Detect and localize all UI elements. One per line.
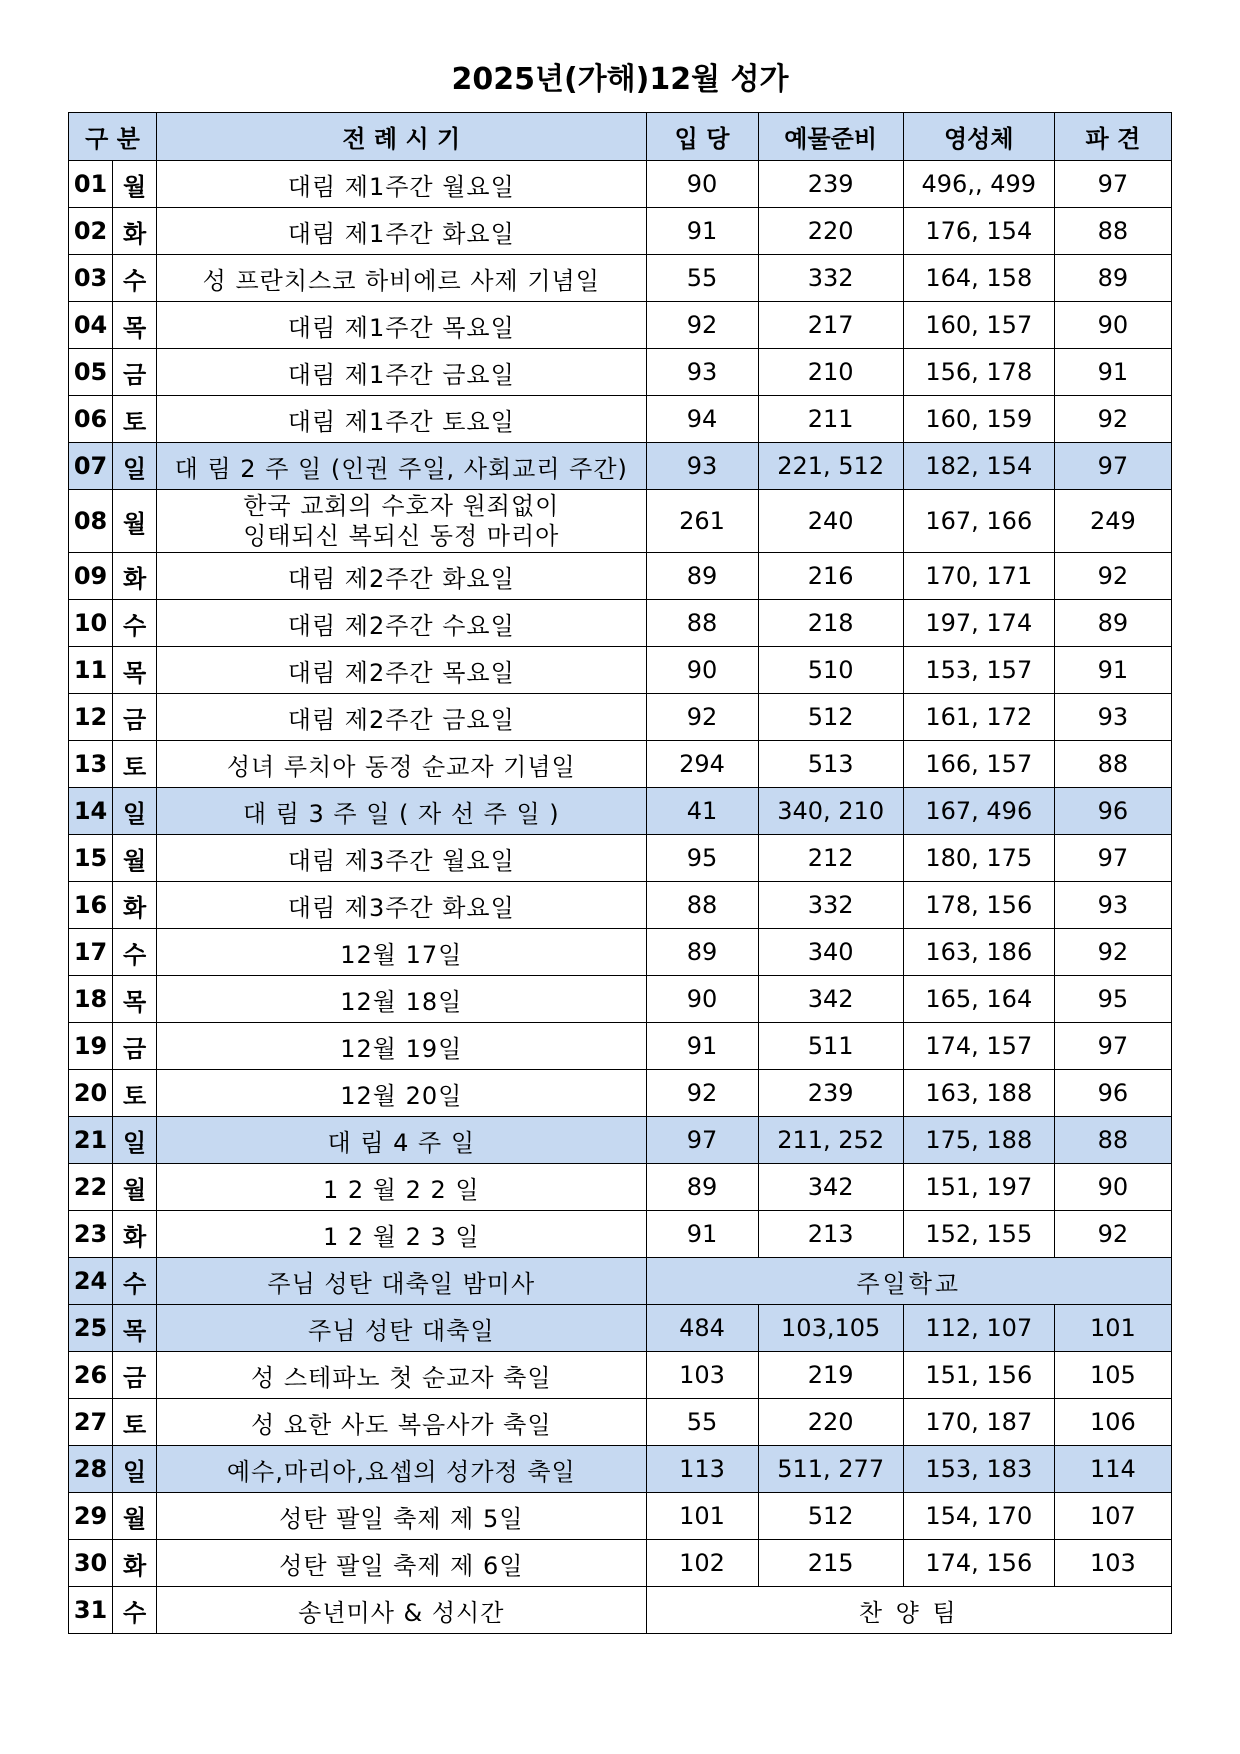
table-row [69,349,1172,396]
table-row [69,647,1172,694]
table-row [69,600,1172,647]
entrance-hymn-cell: 93 [646,349,758,396]
weekday-cell: 수 [113,929,157,976]
table-row [69,976,1172,1023]
weekday-cell: 수 [113,1587,157,1634]
dismissal-hymn-cell: 88 [1054,741,1171,788]
day-cell: 29 [69,1493,113,1540]
table-row [69,1399,1172,1446]
communion-hymn-cell: 174, 156 [903,1540,1054,1587]
dismissal-hymn-cell: 97 [1054,835,1171,882]
liturgical-season-text: 송년미사 & 성시간 [298,1598,505,1627]
dismissal-hymn-cell: 106 [1054,1399,1171,1446]
table-row [69,1070,1172,1117]
offertory-hymn-cell: 512 [758,694,903,741]
day-cell: 16 [69,882,113,929]
entrance-hymn-cell: 92 [646,694,758,741]
liturgical-season-cell [157,1587,646,1634]
day-cell: 07 [69,443,113,490]
offertory-hymn-cell: 213 [758,1211,903,1258]
weekday-cell: 금 [113,349,157,396]
communion-hymn-cell: 163, 186 [903,929,1054,976]
communion-hymn-cell: 167, 166 [903,490,1054,553]
liturgical-season-text: 예수,마리아,요셉의 성가정 축일 [226,1457,576,1486]
liturgical-season-cell [157,694,646,741]
liturgical-season-cell [157,553,646,600]
table-row [69,788,1172,835]
weekday-cell: 월 [113,835,157,882]
offertory-hymn-cell: 513 [758,741,903,788]
liturgical-season-text: 대림 제3주간 월요일 [287,846,515,875]
communion-hymn-cell: 175, 188 [903,1117,1054,1164]
liturgical-season-text: 성탄 팔일 축제 제 6일 [279,1551,524,1580]
liturgical-season-text: 주님 성탄 대축일 [308,1316,495,1345]
liturgical-season-cell [157,161,646,208]
communion-hymn-cell: 152, 155 [903,1211,1054,1258]
day-cell: 15 [69,835,113,882]
liturgical-season-cell [157,1305,646,1352]
table-row [69,1446,1172,1493]
communion-hymn-cell: 165, 164 [903,976,1054,1023]
header-dismissal: 파 견 [1054,113,1171,161]
day-cell: 12 [69,694,113,741]
liturgical-season-cell [157,443,646,490]
offertory-hymn-cell: 332 [758,255,903,302]
dismissal-hymn-cell: 92 [1054,929,1171,976]
day-cell: 01 [69,161,113,208]
day-cell: 05 [69,349,113,396]
table-row [69,302,1172,349]
liturgical-season-text: 주님 성탄 대축일 밤미사 [267,1269,536,1298]
liturgical-season-cell [157,1399,646,1446]
liturgical-season-text: 대림 제2주간 목요일 [287,658,515,687]
entrance-hymn-cell: 103 [646,1352,758,1399]
day-cell: 22 [69,1164,113,1211]
table-row [69,929,1172,976]
dismissal-hymn-cell: 96 [1054,788,1171,835]
offertory-hymn-cell: 512 [758,1493,903,1540]
liturgical-season-cell [157,1164,646,1211]
communion-hymn-cell: 154, 170 [903,1493,1054,1540]
liturgical-season-text: 12월 17일 [340,940,463,969]
liturgical-season-cell [157,1493,646,1540]
table-row [69,1023,1172,1070]
table-row [69,490,1172,553]
entrance-hymn-cell: 261 [646,490,758,553]
header-division: 구 분 [69,113,157,161]
communion-hymn-cell: 197, 174 [903,600,1054,647]
entrance-hymn-cell: 94 [646,396,758,443]
table-row [69,1352,1172,1399]
table-row [69,255,1172,302]
liturgical-season-text: 성탄 팔일 축제 제 5일 [279,1504,524,1533]
communion-hymn-cell: 178, 156 [903,882,1054,929]
offertory-hymn-cell: 342 [758,976,903,1023]
header-liturgical-season: 전 례 시 기 [157,113,646,161]
weekday-cell: 일 [113,788,157,835]
entrance-hymn-cell: 113 [646,1446,758,1493]
offertory-hymn-cell: 240 [758,490,903,553]
communion-hymn-cell: 112, 107 [903,1305,1054,1352]
offertory-hymn-cell: 211, 252 [758,1117,903,1164]
liturgical-season-cell [157,255,646,302]
offertory-hymn-cell: 220 [758,208,903,255]
liturgical-season-cell [157,1211,646,1258]
communion-hymn-cell: 170, 171 [903,553,1054,600]
offertory-hymn-cell: 342 [758,1164,903,1211]
day-cell: 06 [69,396,113,443]
weekday-cell: 일 [113,443,157,490]
entrance-hymn-cell: 92 [646,1070,758,1117]
liturgical-season-text: 대 림 4 주 일 [327,1128,476,1157]
entrance-hymn-cell: 101 [646,1493,758,1540]
communion-hymn-cell: 151, 197 [903,1164,1054,1211]
communion-hymn-cell: 182, 154 [903,443,1054,490]
liturgical-season-cell [157,647,646,694]
dismissal-hymn-cell: 114 [1054,1446,1171,1493]
liturgical-season-text: 대림 제1주간 금요일 [287,360,515,389]
dismissal-hymn-cell: 97 [1054,1023,1171,1070]
communion-hymn-cell: 167, 496 [903,788,1054,835]
offertory-hymn-cell: 239 [758,161,903,208]
entrance-hymn-cell: 95 [646,835,758,882]
offertory-hymn-cell: 340, 210 [758,788,903,835]
communion-hymn-cell: 151, 156 [903,1352,1054,1399]
header-entrance: 입 당 [646,113,758,161]
header-offertory: 예물준비 [758,113,903,161]
table-row [69,1305,1172,1352]
table-row [69,1211,1172,1258]
table-row [69,208,1172,255]
weekday-cell: 화 [113,1540,157,1587]
table-row [69,1493,1172,1540]
table-row [69,553,1172,600]
liturgical-season-cell [157,1352,646,1399]
day-cell: 25 [69,1305,113,1352]
weekday-cell: 목 [113,302,157,349]
weekday-cell: 일 [113,1117,157,1164]
communion-hymn-cell: 153, 183 [903,1446,1054,1493]
liturgical-season-text: 대림 제1주간 토요일 [287,407,515,436]
communion-hymn-cell: 161, 172 [903,694,1054,741]
liturgical-season-text: 잉태되신 복되신 동정 마리아 [243,522,560,550]
liturgical-season-cell [157,835,646,882]
liturgical-season-cell [157,976,646,1023]
table-row [69,882,1172,929]
dismissal-hymn-cell: 105 [1054,1352,1171,1399]
liturgical-season-cell [157,396,646,443]
entrance-hymn-cell: 91 [646,208,758,255]
entrance-hymn-cell: 90 [646,976,758,1023]
liturgical-season-text: 대림 제1주간 목요일 [287,313,515,342]
liturgical-season-text: 대림 제2주간 금요일 [287,705,515,734]
day-cell: 17 [69,929,113,976]
weekday-cell: 화 [113,208,157,255]
liturgical-season-cell [157,208,646,255]
table-row [69,443,1172,490]
weekday-cell: 금 [113,694,157,741]
entrance-hymn-cell: 484 [646,1305,758,1352]
table-row [69,1258,1172,1305]
offertory-hymn-cell: 216 [758,553,903,600]
dismissal-hymn-cell: 96 [1054,1070,1171,1117]
table-row [69,1117,1172,1164]
liturgical-season-cell [157,1446,646,1493]
table-row [69,161,1172,208]
liturgical-season-text: 성 요한 사도 복음사가 축일 [251,1410,552,1439]
day-cell: 09 [69,553,113,600]
offertory-hymn-cell: 210 [758,349,903,396]
liturgical-season-text: 한국 교회의 수호자 원죄없이 [243,492,560,520]
communion-hymn-cell: 180, 175 [903,835,1054,882]
liturgical-season-text: 성 스테파노 첫 순교자 축일 [251,1363,552,1392]
table-row [69,741,1172,788]
liturgical-season-text: 1 2 월 2 2 일 [322,1175,480,1204]
header-row [69,113,1172,161]
liturgical-season-text: 대 림 3 주 일 ( 자 선 주 일 ) [242,799,560,828]
dismissal-hymn-cell: 89 [1054,255,1171,302]
offertory-hymn-cell: 220 [758,1399,903,1446]
dismissal-hymn-cell: 101 [1054,1305,1171,1352]
liturgical-season-cell [157,302,646,349]
offertory-hymn-cell: 218 [758,600,903,647]
day-cell: 28 [69,1446,113,1493]
communion-hymn-cell: 176, 154 [903,208,1054,255]
liturgical-season-text: 대림 제2주간 화요일 [287,564,515,593]
merged-hymn-cell: 찬 양 팀 [646,1587,1172,1634]
day-cell: 24 [69,1258,113,1305]
offertory-hymn-cell: 332 [758,882,903,929]
dismissal-hymn-cell: 92 [1054,1211,1171,1258]
day-cell: 02 [69,208,113,255]
weekday-cell: 화 [113,1211,157,1258]
dismissal-hymn-cell: 95 [1054,976,1171,1023]
liturgical-season-cell [157,1023,646,1070]
liturgical-season-text: 12월 18일 [340,987,463,1016]
liturgical-season-text: 성 프란치스코 하비에르 사제 기념일 [202,266,600,295]
liturgical-season-cell [157,1070,646,1117]
liturgical-season-cell [157,788,646,835]
liturgical-season-cell [157,349,646,396]
liturgical-season-text: 12월 19일 [340,1034,463,1063]
weekday-cell: 수 [113,1258,157,1305]
entrance-hymn-cell: 91 [646,1023,758,1070]
offertory-hymn-cell: 511 [758,1023,903,1070]
table-row [69,396,1172,443]
merged-hymn-cell: 주일학교 [646,1258,1172,1305]
offertory-hymn-cell: 511, 277 [758,1446,903,1493]
entrance-hymn-cell: 294 [646,741,758,788]
offertory-hymn-cell: 340 [758,929,903,976]
day-cell: 19 [69,1023,113,1070]
liturgical-season-cell [157,490,646,553]
offertory-hymn-cell: 221, 512 [758,443,903,490]
table-row [69,694,1172,741]
dismissal-hymn-cell: 89 [1054,600,1171,647]
day-cell: 18 [69,976,113,1023]
communion-hymn-cell: 164, 158 [903,255,1054,302]
entrance-hymn-cell: 88 [646,882,758,929]
weekday-cell: 목 [113,976,157,1023]
entrance-hymn-cell: 102 [646,1540,758,1587]
day-cell: 04 [69,302,113,349]
entrance-hymn-cell: 90 [646,161,758,208]
liturgical-season-text: 대 림 2 주 일 (인권 주일, 사회교리 주간) [174,454,628,483]
dismissal-hymn-cell: 103 [1054,1540,1171,1587]
dismissal-hymn-cell: 90 [1054,1164,1171,1211]
liturgical-season-text: 대림 제2주간 수요일 [287,611,515,640]
table-row [69,835,1172,882]
table-row [69,1587,1172,1634]
dismissal-hymn-cell: 97 [1054,161,1171,208]
offertory-hymn-cell: 212 [758,835,903,882]
liturgical-season-cell [157,929,646,976]
offertory-hymn-cell: 211 [758,396,903,443]
day-cell: 31 [69,1587,113,1634]
weekday-cell: 토 [113,1399,157,1446]
entrance-hymn-cell: 91 [646,1211,758,1258]
dismissal-hymn-cell: 249 [1054,490,1171,553]
offertory-hymn-cell: 510 [758,647,903,694]
entrance-hymn-cell: 92 [646,302,758,349]
dismissal-hymn-cell: 93 [1054,882,1171,929]
entrance-hymn-cell: 97 [646,1117,758,1164]
liturgical-season-text: 성녀 루치아 동정 순교자 기념일 [226,752,576,781]
page-title: 2025년(가해)12월 성가 [451,62,789,97]
dismissal-hymn-cell: 93 [1054,694,1171,741]
offertory-hymn-cell: 215 [758,1540,903,1587]
entrance-hymn-cell: 89 [646,929,758,976]
dismissal-hymn-cell: 88 [1054,208,1171,255]
entrance-hymn-cell: 55 [646,1399,758,1446]
entrance-hymn-cell: 41 [646,788,758,835]
dismissal-hymn-cell: 97 [1054,443,1171,490]
day-cell: 20 [69,1070,113,1117]
dismissal-hymn-cell: 91 [1054,647,1171,694]
liturgical-season-cell [157,600,646,647]
entrance-hymn-cell: 55 [646,255,758,302]
communion-hymn-cell: 156, 178 [903,349,1054,396]
offertory-hymn-cell: 217 [758,302,903,349]
weekday-cell: 토 [113,741,157,788]
weekday-cell: 토 [113,1070,157,1117]
dismissal-hymn-cell: 92 [1054,396,1171,443]
day-cell: 11 [69,647,113,694]
weekday-cell: 화 [113,882,157,929]
liturgical-season-cell [157,1258,646,1305]
weekday-cell: 금 [113,1023,157,1070]
communion-hymn-cell: 160, 157 [903,302,1054,349]
header-communion: 영성체 [903,113,1054,161]
weekday-cell: 목 [113,647,157,694]
weekday-cell: 화 [113,553,157,600]
weekday-cell: 월 [113,490,157,553]
communion-hymn-cell: 174, 157 [903,1023,1054,1070]
dismissal-hymn-cell: 91 [1054,349,1171,396]
offertory-hymn-cell: 103,105 [758,1305,903,1352]
weekday-cell: 월 [113,161,157,208]
liturgical-season-text: 대림 제1주간 화요일 [287,219,515,248]
dismissal-hymn-cell: 107 [1054,1493,1171,1540]
weekday-cell: 수 [113,600,157,647]
weekday-cell: 토 [113,396,157,443]
liturgical-season-cell [157,882,646,929]
weekday-cell: 월 [113,1164,157,1211]
liturgical-season-text: 대림 제1주간 월요일 [287,172,515,201]
weekday-cell: 월 [113,1493,157,1540]
weekday-cell: 목 [113,1305,157,1352]
communion-hymn-cell: 170, 187 [903,1399,1054,1446]
communion-hymn-cell: 166, 157 [903,741,1054,788]
entrance-hymn-cell: 93 [646,443,758,490]
communion-hymn-cell: 160, 159 [903,396,1054,443]
entrance-hymn-cell: 88 [646,600,758,647]
liturgical-season-cell [157,1540,646,1587]
communion-hymn-cell: 163, 188 [903,1070,1054,1117]
dismissal-hymn-cell: 90 [1054,302,1171,349]
liturgical-season-text: 12월 20일 [340,1081,463,1110]
day-cell: 26 [69,1352,113,1399]
offertory-hymn-cell: 219 [758,1352,903,1399]
dismissal-hymn-cell: 88 [1054,1117,1171,1164]
day-cell: 13 [69,741,113,788]
offertory-hymn-cell: 239 [758,1070,903,1117]
communion-hymn-cell: 153, 157 [903,647,1054,694]
entrance-hymn-cell: 89 [646,1164,758,1211]
weekday-cell: 일 [113,1446,157,1493]
entrance-hymn-cell: 89 [646,553,758,600]
day-cell: 14 [69,788,113,835]
liturgical-season-text: 대림 제3주간 화요일 [287,893,515,922]
table-row [69,1164,1172,1211]
day-cell: 23 [69,1211,113,1258]
hymn-schedule-table [68,112,1172,1634]
day-cell: 27 [69,1399,113,1446]
day-cell: 21 [69,1117,113,1164]
liturgical-season-cell [157,741,646,788]
communion-hymn-cell: 496,, 499 [903,161,1054,208]
weekday-cell: 수 [113,255,157,302]
day-cell: 08 [69,490,113,553]
dismissal-hymn-cell: 92 [1054,553,1171,600]
day-cell: 30 [69,1540,113,1587]
day-cell: 03 [69,255,113,302]
weekday-cell: 금 [113,1352,157,1399]
day-cell: 10 [69,600,113,647]
entrance-hymn-cell: 90 [646,647,758,694]
table-row [69,1540,1172,1587]
liturgical-season-cell [157,1117,646,1164]
liturgical-season-text: 1 2 월 2 3 일 [322,1222,480,1251]
